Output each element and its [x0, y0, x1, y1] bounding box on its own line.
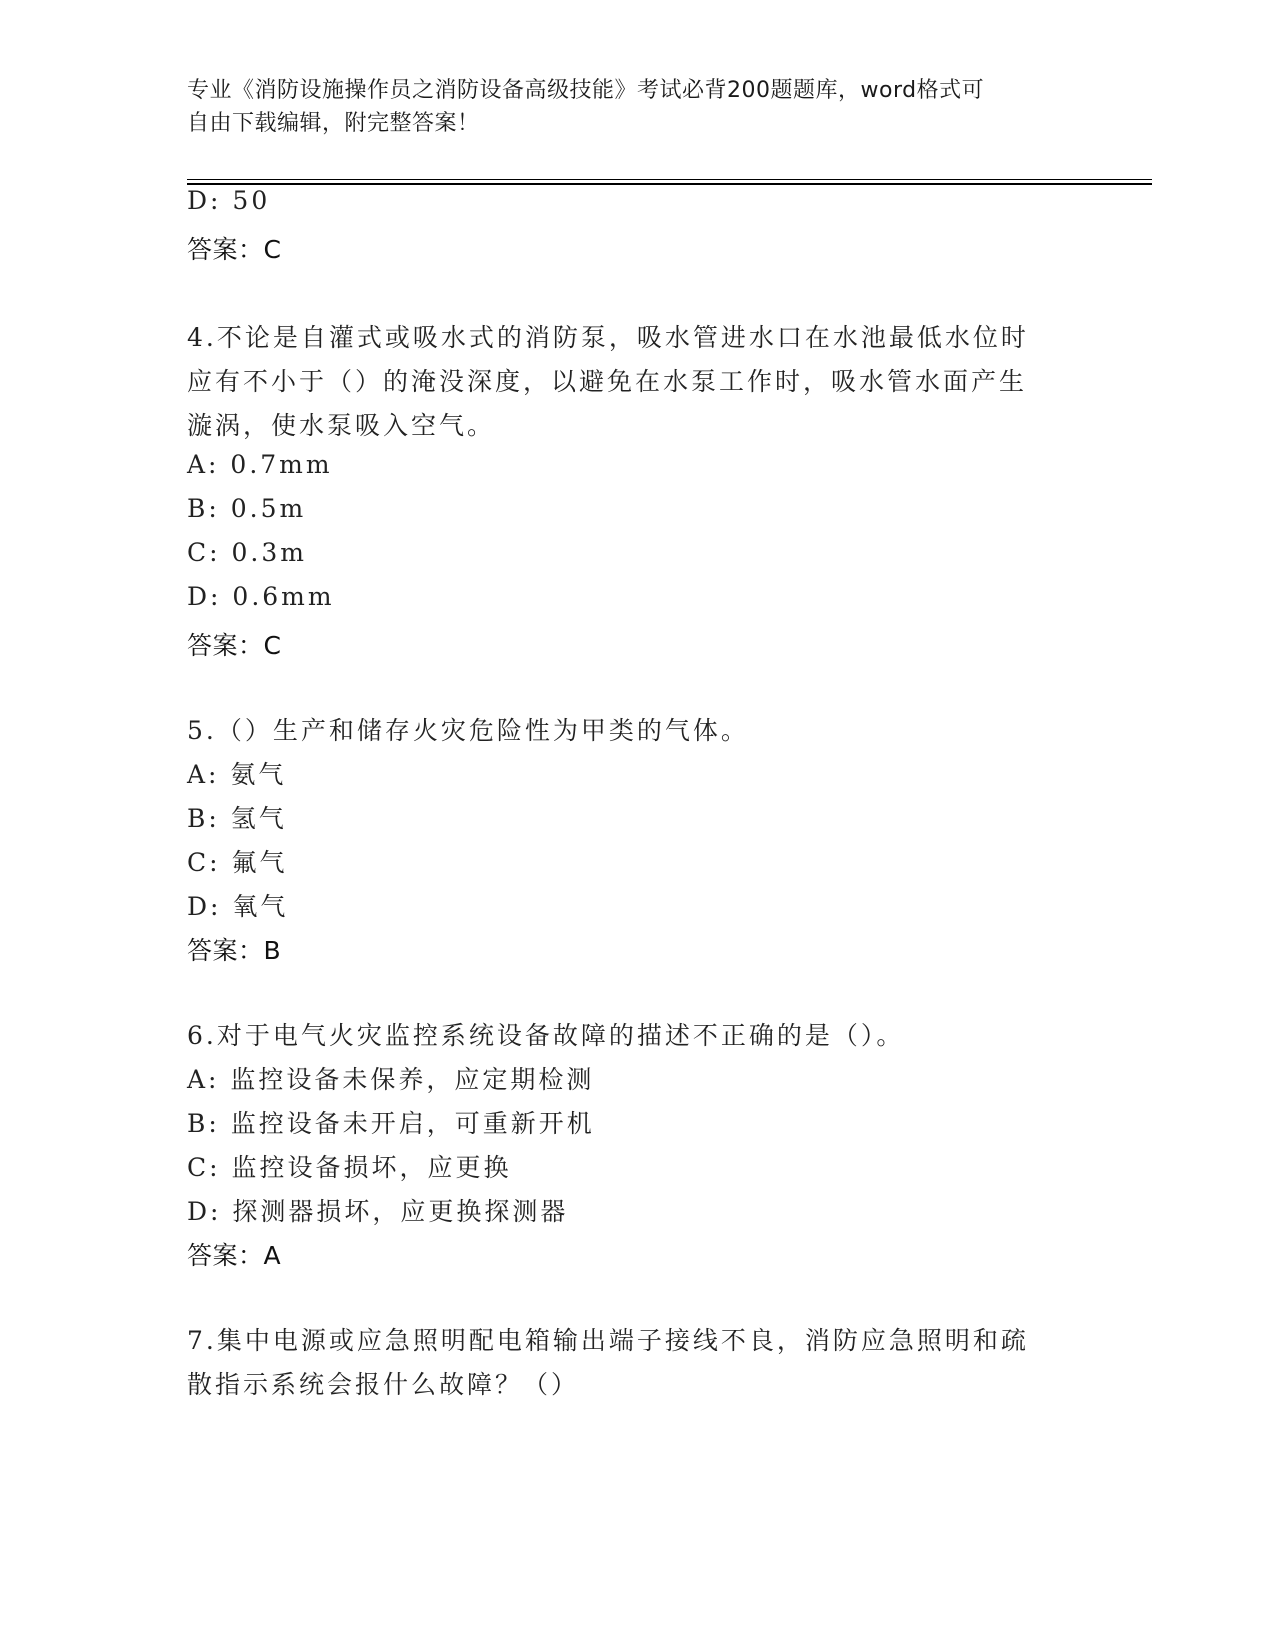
q4-answer: 答案：C	[187, 631, 282, 660]
q4-option-c: C: 0.3m	[187, 538, 307, 567]
q3-answer: 答案：C	[187, 235, 282, 264]
q6-stem: 6.对于电气火灾监控系统设备故障的描述不正确的是（）。	[187, 1021, 905, 1050]
header-divider-thick	[187, 183, 1152, 185]
q6-answer: 答案：A	[187, 1241, 282, 1270]
q7-stem-line-2: 散指示系统会报什么故障？（）	[187, 1370, 580, 1399]
q3-option-d: D: 50	[187, 186, 271, 215]
q6-option-a: A: 监控设备未保养，应定期检测	[187, 1065, 595, 1094]
q4-option-b: B: 0.5m	[187, 494, 307, 523]
q4-stem-line-3: 漩涡，使水泵吸入空气。	[187, 411, 496, 440]
q5-option-c: C: 氟气	[187, 848, 288, 877]
q6-option-b: B: 监控设备未开启，可重新开机	[187, 1109, 595, 1138]
q7-stem-line-1: 7.集中电源或应急照明配电箱输出端子接线不良，消防应急照明和疏	[187, 1326, 1029, 1355]
q4-option-a: A: 0.7mm	[187, 450, 333, 479]
q4-stem-line-2: 应有不小于（）的淹没深度，以避免在水泵工作时，吸水管水面产生	[187, 367, 1028, 396]
q4-option-d: D: 0.6mm	[187, 582, 335, 611]
q5-stem: 5.（）生产和储存火灾危险性为甲类的气体。	[187, 716, 749, 745]
document-header	[187, 74, 1067, 140]
header-line-1: 专业《消防设施操作员之消防设备高级技能》考试必背200题题库，word格式可	[187, 78, 985, 103]
q6-option-d: D: 探测器损坏，应更换探测器	[187, 1197, 569, 1226]
header-divider-thin	[187, 179, 1152, 180]
header-line-2: 自由下载编辑，附完整答案！	[187, 111, 480, 136]
q6-option-c: C: 监控设备损坏，应更换	[187, 1153, 512, 1182]
q5-answer: 答案：B	[187, 936, 282, 965]
q4-stem-line-1: 4.不论是自灌式或吸水式的消防泵，吸水管进水口在水池最低水位时	[187, 323, 1029, 352]
q5-option-d: D: 氧气	[187, 892, 289, 921]
q5-option-a: A: 氨气	[187, 760, 287, 789]
q5-option-b: B: 氢气	[187, 804, 287, 833]
